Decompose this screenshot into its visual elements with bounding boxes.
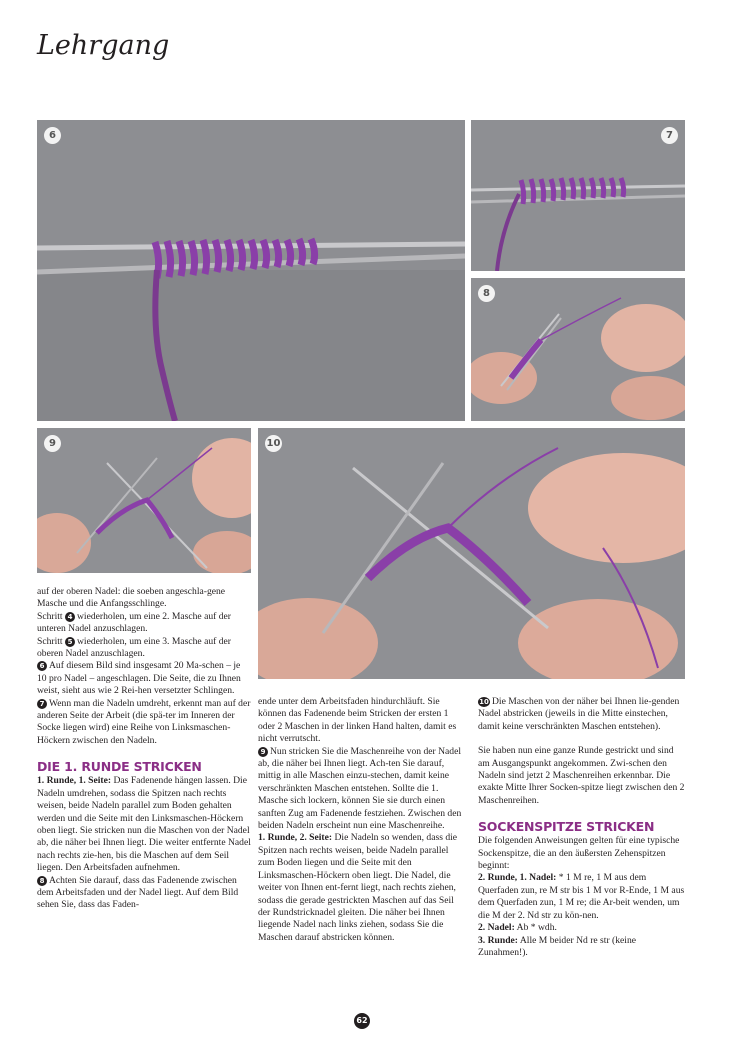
paragraph-text: Schritt — [37, 610, 63, 622]
paragraph — [37, 875, 251, 912]
paragraph — [37, 636, 251, 661]
paragraph-text: Das Fadenende hängen lassen. Die Nadeln umdrehen, sodass die Spitzen nach rechts weisen, beide Nadeln parallel zum Boden gehalten werden und die Seite mit den Linksmaschen-Höckern oben liegt. Sie stricken nun die Maschen von der Nadel ab, die näher bei Ihnen liegt. Die weiter entfernte Nadel nach rechts zie-hen, bis die Maschen auf dem Seil liegen. Den Arbeitsfaden aufnehmen. — [37, 775, 251, 874]
section-heading: DIE 1. RUNDE STRICKEN — [37, 759, 202, 775]
step-number: 7 — [37, 699, 47, 709]
paragraph — [478, 922, 685, 934]
bold-lead: 2. Runde, 1. Nadel: — [478, 872, 557, 884]
photo-step-6 — [37, 120, 465, 421]
step-number: 6 — [37, 661, 47, 671]
paragraph-text: Nun stricken Sie die Maschenreihe von der Nadel ab, die näher bei Ihnen liegt. Ach-ten Sie darauf, mittig in alle Maschen einzu-stechen, damit keine verschränkten Maschen entstehen. Sollte die 1. Masche sich lockern, können Sie sie durch einen sanften Zug am Fadenende festziehen. Zwischen den beiden Nadeln erscheint nun eine Maschenreihe. — [258, 745, 462, 832]
paragraph-text: Ab * wdh. — [516, 922, 557, 934]
bold-lead: 2. Nadel: — [478, 922, 515, 934]
paragraph — [258, 696, 465, 746]
section-heading: SOCKENSPITZE STRICKEN — [478, 819, 655, 835]
step-number: 9 — [258, 747, 268, 757]
paragraph-text: Alle M beider Nd re str (keine Zunahmen!). — [478, 934, 637, 958]
photo-number: 10 — [265, 435, 282, 452]
photo-step-10 — [258, 428, 685, 679]
paragraph — [258, 746, 465, 833]
paragraph-text: Achten Sie darauf, dass das Fadenende zwischen dem Arbeitsfaden und der Nadel liegt. Auf dem Bild sehen Sie, dass das Faden- — [37, 874, 239, 911]
photo-number: 8 — [478, 285, 495, 302]
paragraph — [478, 696, 685, 733]
text-column-1 — [37, 586, 251, 912]
paragraph-text: Wenn man die Nadeln umdreht, erkennt man auf der anderen Seite der Arbeit (die spä-ter im Inneren der Socke liegen wird) eine Reihe von Linksmaschen-Höckern zwischen den Nadeln. — [37, 697, 251, 746]
paragraph — [478, 935, 685, 960]
paragraph — [478, 745, 685, 807]
paragraph — [37, 698, 251, 748]
photo-number: 7 — [661, 127, 678, 144]
paragraph-text: Die Nadeln so wenden, dass die Spitzen nach rechts weisen, beide Nadeln parallel zum Boden liegen und die Seite mit den Linksmaschen-Höckern oben liegt. Die Nadel, die weiter von Ihnen ent-fernt liegt, nach rechts ziehen, sodass die gerade gestrickten Maschen auf das Seil der Rundstricknadel gleiten. Die näher bei Ihnen liegende Nadel nach links ziehen, sodass Sie die Maschen darauf abstricken können. — [258, 832, 458, 943]
section-title: Lehrgang — [37, 30, 170, 61]
paragraph-text: Sie haben nun eine ganze Runde gestrickt und sind am Ausgangspunkt angekommen. Zwi-schen den Nadeln sind jetzt 2 Maschenreihen erkennbar. Die exakte Mitte Ihrer Socken-spitze liegt zwischen den 2 Maschenreihen. — [478, 745, 685, 806]
text-column-3 — [478, 696, 685, 959]
paragraph — [478, 835, 685, 872]
bold-lead: 1. Runde, 1. Seite: — [37, 775, 112, 787]
paragraph-text: Die folgenden Anweisungen gelten für eine typische Sockenspitze, die an den äußersten Zehenspitzen beginnt: — [478, 835, 680, 872]
photo-number: 6 — [44, 127, 61, 144]
paragraph-text: Auf diesem Bild sind insgesamt 20 Ma-schen – je 10 pro Nadel – angeschlagen. Die Seite, die zu Ihnen weist, sieht aus wie 2 Rei-hen versetzter Schlingen. — [37, 660, 241, 697]
step-number: 8 — [37, 876, 47, 886]
step-number: 4 — [65, 612, 75, 622]
paragraph-text: * 1 M re, 1 M aus dem Querfaden zun, re M str bis 1 M vor R-Ende, 1 M aus dem Querfaden zun, 1 M re; die Ar-beit wenden, um die M der 2. Nd str zu kön-nen. — [478, 872, 685, 921]
page-number: 62 — [354, 1013, 370, 1029]
bold-lead: 1. Runde, 2. Seite: — [258, 832, 333, 844]
paragraph-text: wiederholen, um eine 3. Masche auf der oberen Nadel anzuschlagen. — [37, 635, 231, 660]
bold-lead: 3. Runde: — [478, 934, 518, 946]
photo-number: 9 — [44, 435, 61, 452]
paragraph-text: wiederholen, um eine 2. Masche auf der unteren Nadel anzuschlagen. — [37, 610, 231, 635]
paragraph — [37, 775, 251, 874]
paragraph — [258, 832, 465, 944]
paragraph — [37, 586, 251, 611]
step-number: 10 — [479, 698, 489, 706]
step-number: 5 — [65, 637, 75, 647]
paragraph-text: auf der oberen Nadel: die soeben angeschla-gene Masche und die Anfangsschlinge. — [37, 586, 226, 610]
photo-step-7 — [471, 120, 685, 271]
photo-step-9 — [37, 428, 251, 573]
paragraph — [37, 660, 251, 697]
text-column-2 — [258, 696, 465, 944]
paragraph — [37, 611, 251, 636]
photo-step-8 — [471, 278, 685, 421]
paragraph-text: Die Maschen von der näher bei Ihnen lie-genden Nadel abstricken (jeweils in die Mitte einstechen, damit keine verschränkten Maschen entstehen). — [478, 696, 680, 732]
paragraph — [478, 872, 685, 922]
paragraph-text: Schritt — [37, 635, 63, 647]
paragraph-text: ende unter dem Arbeitsfaden hindurchläuft. Sie können das Fadenende beim Stricken der ersten 1 oder 2 Maschen in der linken Hand halten, damit es nicht verrutscht. — [258, 696, 457, 745]
